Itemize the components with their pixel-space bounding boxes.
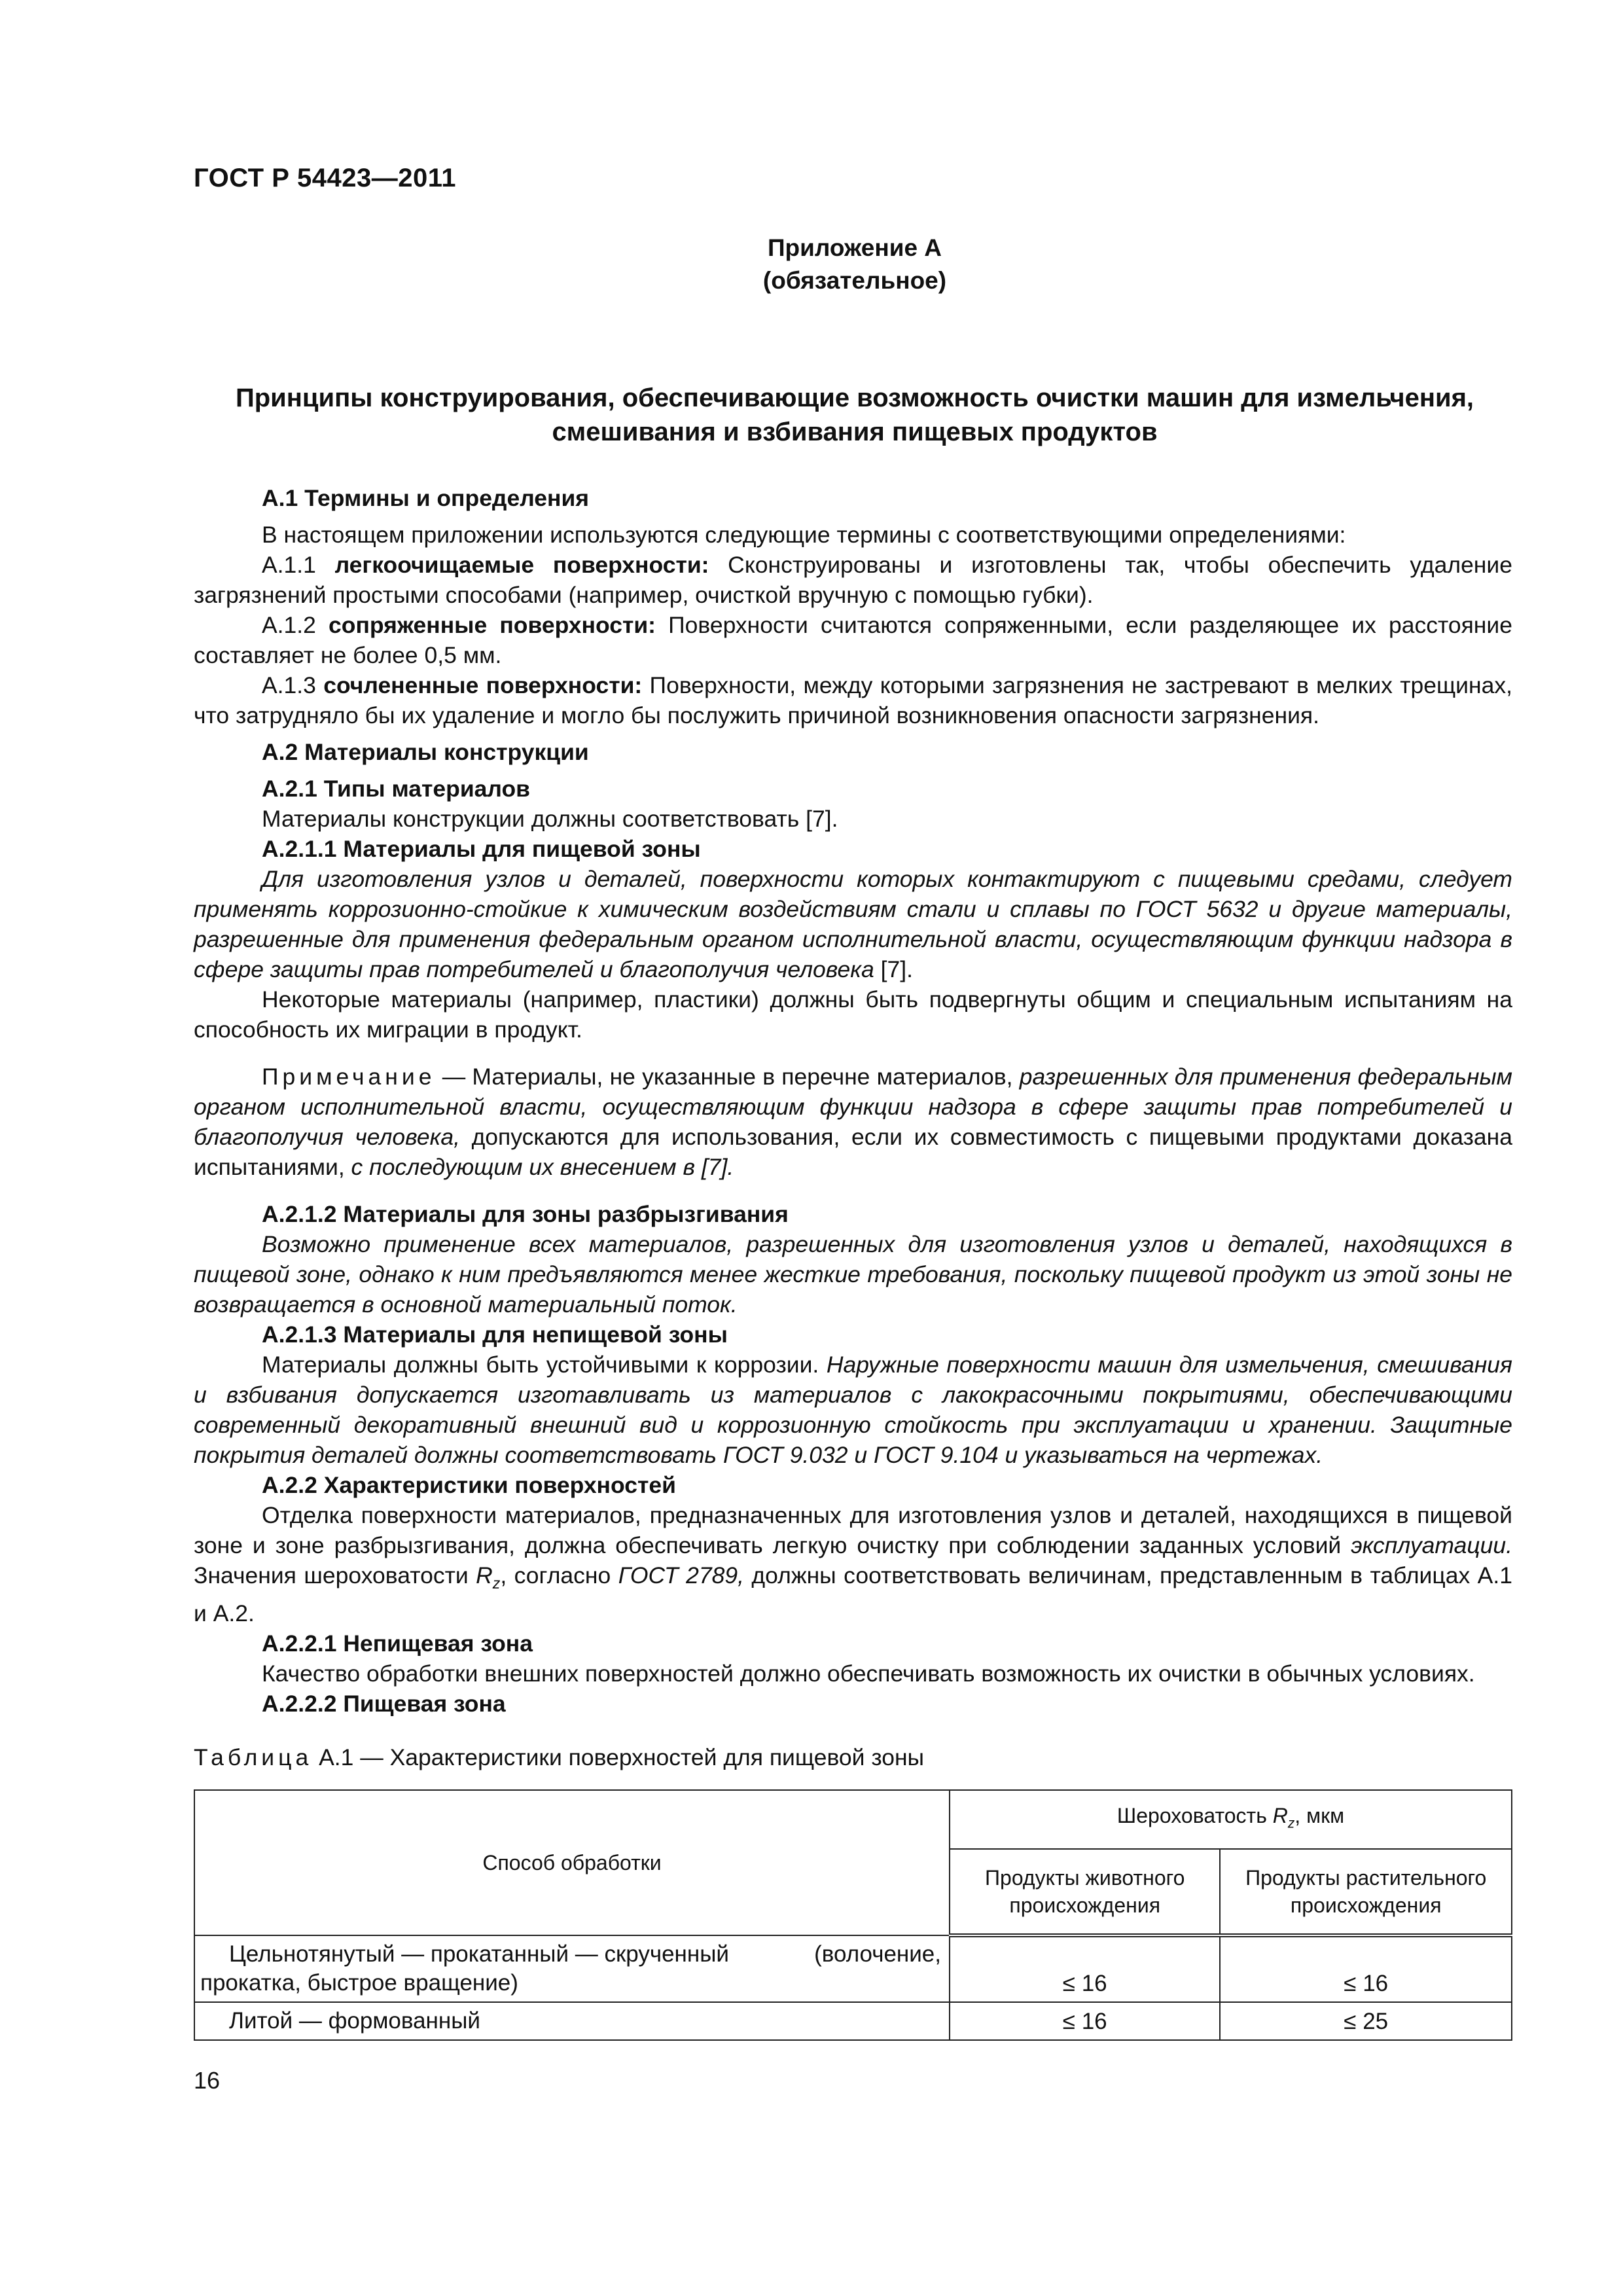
appendix-status: (обязательное) xyxy=(762,267,947,294)
term-definition: Поверхности считаются сопряженными, если разделяющее их расстояние составляет не более 0,5 мм. xyxy=(194,612,1512,668)
term-number: А.1.1 xyxy=(262,552,335,578)
plain-text: Материалы должны быть устойчивыми к коррозии. xyxy=(262,1352,827,1378)
page-title xyxy=(194,381,1516,449)
section-heading-a2-2-2: А.2.2.2 Пищевая зона xyxy=(262,1691,506,1717)
term-name: сочлененные поверхности: xyxy=(323,672,643,698)
paragraph-a2-1-1 xyxy=(194,864,1512,984)
italic-text: ГОСТ 2789, xyxy=(618,1562,744,1588)
plain-text: Значения шероховатости xyxy=(194,1562,476,1588)
column-header-method: Способ обработки xyxy=(194,1790,950,1935)
term-number: А.1.2 xyxy=(262,612,329,638)
roughness-label: Шероховатость xyxy=(1116,1803,1273,1827)
table-cell-method xyxy=(194,2002,950,2040)
table-cell-animal: ≤ 16 xyxy=(950,2002,1220,2040)
term-a1-1 xyxy=(194,550,1512,610)
document-body xyxy=(194,483,1512,2041)
section-heading-a2-1: А.2.1 Типы материалов xyxy=(262,776,531,802)
paragraph-intro: В настоящем приложении используются следующие термины с соответствующими определениями: xyxy=(262,522,1346,548)
column-header-roughness xyxy=(950,1790,1512,1849)
plain-text: Отделка поверхности материалов, предназначенных для изготовления узлов и деталей, находящихся в пищевой зоне и зоне разбрызгивания, должна обеспечивать легкую очистку при соблюдении заданных условий xyxy=(194,1502,1512,1558)
page-title-line2: смешивания и взбивания пищевых продуктов xyxy=(552,418,1158,446)
method-name: Литой — формованный xyxy=(229,2008,480,2034)
term-definition: Сконструированы и изготовлены так, чтобы обеспечить удаление загрязнений простыми способами (например, очисткой вручную с помощью губки). xyxy=(194,552,1512,608)
page-number: 16 xyxy=(194,2067,221,2094)
paragraph-a2-2-1: Качество обработки внешних поверхностей должно обеспечивать возможность их очистки в обычных условиях. xyxy=(262,1660,1475,1687)
roughness-symbol: R xyxy=(1272,1803,1288,1827)
italic-text: Наружные поверхности машин для измельчения, смешивания и взбивания допускается изготавливать из материалов с лакокрасочными покрытиями, обеспечивающими современный декоративный внешний вид и коррозионную стойкость при эксплуатации и хранении. Защитные покрытия деталей должны соответствовать ГОСТ 9.032 и ГОСТ 9.104 и указываться на чертежах. xyxy=(194,1352,1513,1468)
paragraph-a2-1-2 xyxy=(194,1229,1512,1319)
page-title-line1: Принципы конструирования, обеспечивающие возможность очистки машин для измельчения, xyxy=(235,384,1474,412)
table-cell-animal: ≤ 16 xyxy=(950,1935,1220,2002)
italic-text: Для изготовления узлов и деталей, поверхности которых контактируют с пищевыми средами, следует применять коррозионно-стойкие к химическим воздействиям стали и сплавы по ГОСТ 5632 и другие материалы, разрешенные для применения федеральным органом исполнительной власти, осуществляющим функции надзора в сфере защиты прав потребителей и благополучия человека xyxy=(194,866,1512,982)
roughness-subscript: z xyxy=(492,1575,501,1592)
column-header-plant: Продукты растительного происхождения xyxy=(1220,1849,1512,1935)
table-caption-label: Таблица xyxy=(194,1744,313,1771)
italic-text: Возможно применение всех материалов, разрешенных для изготовления узлов и деталей, находящихся в пищевой зоне, однако к ним предъявляются менее жесткие требования, поскольку пищевой продукт из этой зоны не возвращается в основной материальный поток. xyxy=(194,1231,1512,1318)
section-heading-a2-1-2: А.2.1.2 Материалы для зоны разбрызгивания xyxy=(262,1201,789,1227)
paragraph-a2-1-1-b: Некоторые материалы (например, пластики) должны быть подвергнуты общим и специальным испытаниям на способность их миграции в продукт. xyxy=(194,986,1512,1043)
note-text: — Материалы, не указанные в перечне материалов, xyxy=(435,1064,1020,1090)
plain-text: , согласно xyxy=(500,1562,618,1588)
section-heading-a1: А.1 Термины и определения xyxy=(262,485,590,511)
note-italic: с последующим их внесением в [7]. xyxy=(351,1154,734,1180)
appendix-heading xyxy=(194,232,1516,297)
table-cell-method xyxy=(194,1935,950,2002)
section-heading-a2-2-1: А.2.2.1 Непищевая зона xyxy=(262,1630,533,1657)
note-label: Примечание xyxy=(262,1064,436,1090)
paragraph-a2-2 xyxy=(194,1500,1512,1628)
term-definition: Поверхности, между которыми загрязнения не застревают в мелких трещинах, что затрудняло бы их удаление и могло бы послужить причиной возникновения опасности загрязнения. xyxy=(194,672,1512,728)
table-cell-plant: ≤ 16 xyxy=(1220,1935,1512,2002)
paragraph-a2-1: Материалы конструкции должны соответствовать [7]. xyxy=(262,806,838,832)
term-number: А.1.3 xyxy=(262,672,324,698)
table-row xyxy=(194,1935,1512,2002)
roughness-subscript: z xyxy=(1287,1816,1295,1831)
table-cell-plant: ≤ 25 xyxy=(1220,2002,1512,2040)
section-heading-a2-1-3: А.2.1.3 Материалы для непищевой зоны xyxy=(262,1321,728,1348)
appendix-title: Приложение А xyxy=(767,234,942,261)
method-detail: (волочение, прокатка, быстрое вращение) xyxy=(200,1941,941,1996)
column-header-animal: Продукты животного происхождения xyxy=(950,1849,1220,1935)
term-a1-2 xyxy=(194,610,1512,670)
term-name: сопряженные поверхности: xyxy=(329,612,656,638)
roughness-unit: , мкм xyxy=(1294,1803,1345,1827)
term-a1-3 xyxy=(194,670,1512,730)
paragraph-a2-1-3 xyxy=(194,1350,1512,1470)
document-code: ГОСТ Р 54423—2011 xyxy=(194,164,456,192)
note-text: допускаются для использования, если их совместимость с пищевыми продуктами доказана испытаниями, xyxy=(194,1124,1512,1180)
reference: [7]. xyxy=(874,956,913,982)
surface-table xyxy=(194,1789,1512,2041)
section-heading-a2-1-1: А.2.1.1 Материалы для пищевой зоны xyxy=(262,836,701,862)
section-heading-a2: А.2 Материалы конструкции xyxy=(262,739,589,765)
roughness-symbol: R xyxy=(476,1562,493,1588)
note xyxy=(194,1062,1512,1182)
table-row xyxy=(194,2002,1512,2040)
note-italic: разрешенных для применения федеральным органом исполнительной власти, осуществляющим функции надзора в сфере защиты прав потребителей и благополучия человека, xyxy=(194,1064,1512,1150)
italic-text: эксплуатации. xyxy=(1351,1532,1512,1558)
table-caption-text: А.1 — Характеристики поверхностей для пищевой зоны xyxy=(312,1744,925,1771)
plain-text: должны соответствовать величинам, представленным в таблицах А.1 и А.2. xyxy=(194,1562,1512,1627)
term-name: легкоочищаемые поверхности: xyxy=(334,552,709,578)
table-caption xyxy=(194,1742,1512,1772)
method-name: Цельнотянутый — прокатанный — скрученный xyxy=(229,1941,729,1967)
section-heading-a2-2: А.2.2 Характеристики поверхностей xyxy=(262,1472,676,1498)
